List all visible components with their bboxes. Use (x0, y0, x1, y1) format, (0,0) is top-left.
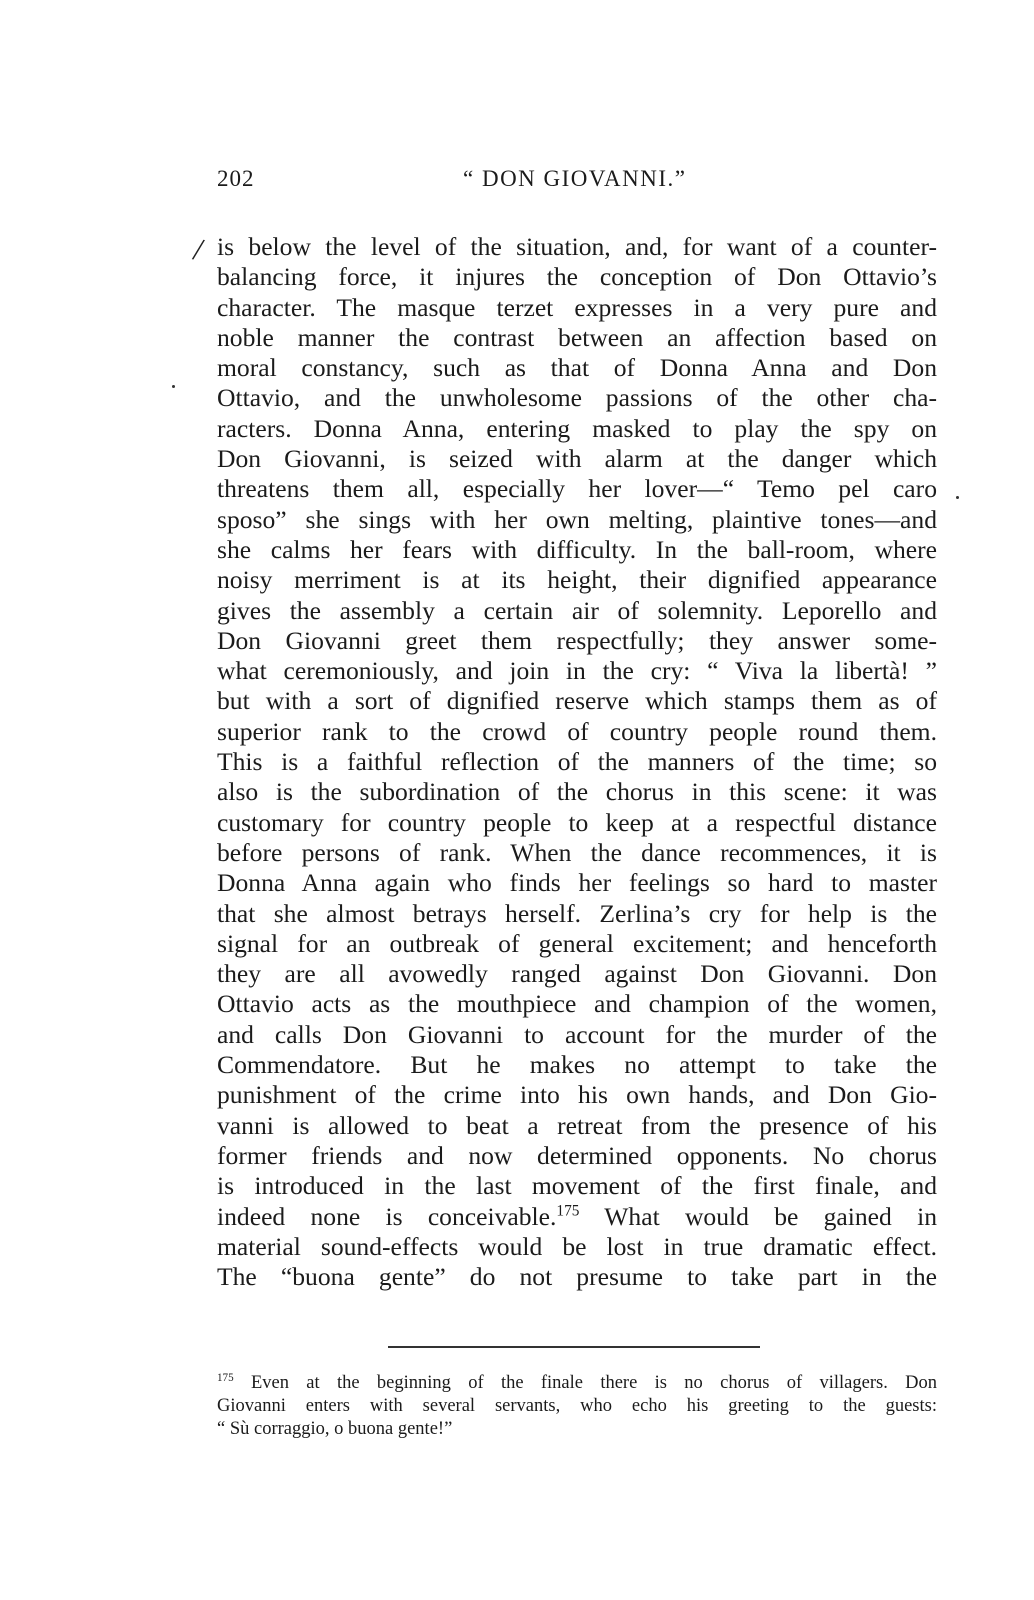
body-line: Don Giovanni greet them respectfully; they answer some- (217, 625, 937, 655)
stray-dot-right (956, 496, 959, 499)
footnote-divider (388, 1346, 760, 1348)
footnote-text: Even at the beginning of the finale there is no chorus of villagers. Don (233, 1373, 937, 1393)
body-line: racters. Donna Anna, entering masked to play the spy on (217, 413, 937, 443)
body-line: superior rank to the crowd of country people round them. (217, 716, 937, 746)
page-header (217, 166, 937, 200)
body-line-with-footnote-ref (217, 1202, 937, 1232)
body-line: they are all avowedly ranged against Don Giovanni. Don (217, 959, 937, 989)
body-line-part: indeed none is conceivable. (217, 1201, 557, 1231)
body-line: signal for an outbreak of general excitement; and henceforth (217, 928, 937, 958)
body-line: before persons of rank. When the dance recommences, it is (217, 837, 937, 867)
footnote-line (217, 1372, 937, 1395)
body-line: is introduced in the last movement of the first finale, and (217, 1171, 937, 1201)
body-line: Donna Anna again who finds her feelings so hard to master (217, 868, 937, 898)
page-number: 202 (217, 166, 255, 191)
body-line: material sound-effects would be lost in true dramatic effect. (217, 1231, 937, 1261)
body-line: balancing force, it injures the conception of Don Ottavio’s (217, 262, 937, 292)
body-line: gives the assembly a certain air of solemnity. Leporello and (217, 595, 937, 625)
body-line: The “buona gente” do not presume to take part in the (217, 1262, 937, 1292)
body-line: noisy merriment is at its height, their dignified appearance (217, 565, 937, 595)
body-line: noble manner the contrast between an affection based on (217, 322, 937, 352)
stray-dot-left (172, 385, 175, 388)
body-line-part: What would be gained in (579, 1201, 937, 1231)
body-line: that she almost betrays herself. Zerlina’s cry for help is the (217, 898, 937, 928)
body-line: and calls Don Giovanni to account for the murder of the (217, 1019, 937, 1049)
body-line: is below the level of the situation, and, for want of a counter- (217, 232, 937, 261)
footnote-reference[interactable]: 175 (556, 1201, 580, 1219)
body-line: This is a faithful reflection of the manners of the time; so (217, 747, 937, 777)
body-line: former friends and now determined opponents. No chorus (217, 1140, 937, 1170)
body-line: moral constancy, such as that of Donna Anna and Don (217, 353, 937, 383)
body-line: Don Giovanni, is seized with alarm at the danger which (217, 444, 937, 474)
body-line: she calms her fears with difficulty. In the ball-room, where (217, 534, 937, 564)
body-line: Commendatore. But he makes no attempt to take the (217, 1050, 937, 1080)
body-line: threatens them all, especially her lover—“ Temo pel caro (217, 474, 937, 504)
body-line: what ceremoniously, and join in the cry: “ Viva la libertà! ” (217, 656, 937, 686)
body-line: character. The masque terzet expresses in a very pure and (217, 292, 937, 322)
body-line: but with a sort of dignified reserve which stamps them as of (217, 686, 937, 716)
body-line: Ottavio acts as the mouthpiece and champion of the women, (217, 989, 937, 1019)
footnote-line: “ Sù corraggio, o buona gente!” (217, 1419, 453, 1439)
body-line: sposo” she sings with her own melting, plaintive tones—and (217, 504, 937, 534)
body-text (217, 232, 937, 1292)
margin-pencil-mark: / (190, 230, 207, 268)
body-line: also is the subordination of the chorus in this scene: it was (217, 777, 937, 807)
body-line: customary for country people to keep at a respectful distance (217, 807, 937, 837)
running-title: “ DON GIOVANNI.” (463, 166, 687, 191)
body-line: vanni is allowed to beat a retreat from the presence of his (217, 1110, 937, 1140)
body-line: punishment of the crime into his own hands, and Don Gio- (217, 1080, 937, 1110)
footnote (217, 1372, 937, 1441)
body-line: Ottavio, and the unwholesome passions of the other cha- (217, 383, 937, 413)
footnote-number: 175 (217, 1371, 234, 1384)
footnote-line: Giovanni enters with several servants, who echo his greeting to the guests: (217, 1396, 937, 1416)
